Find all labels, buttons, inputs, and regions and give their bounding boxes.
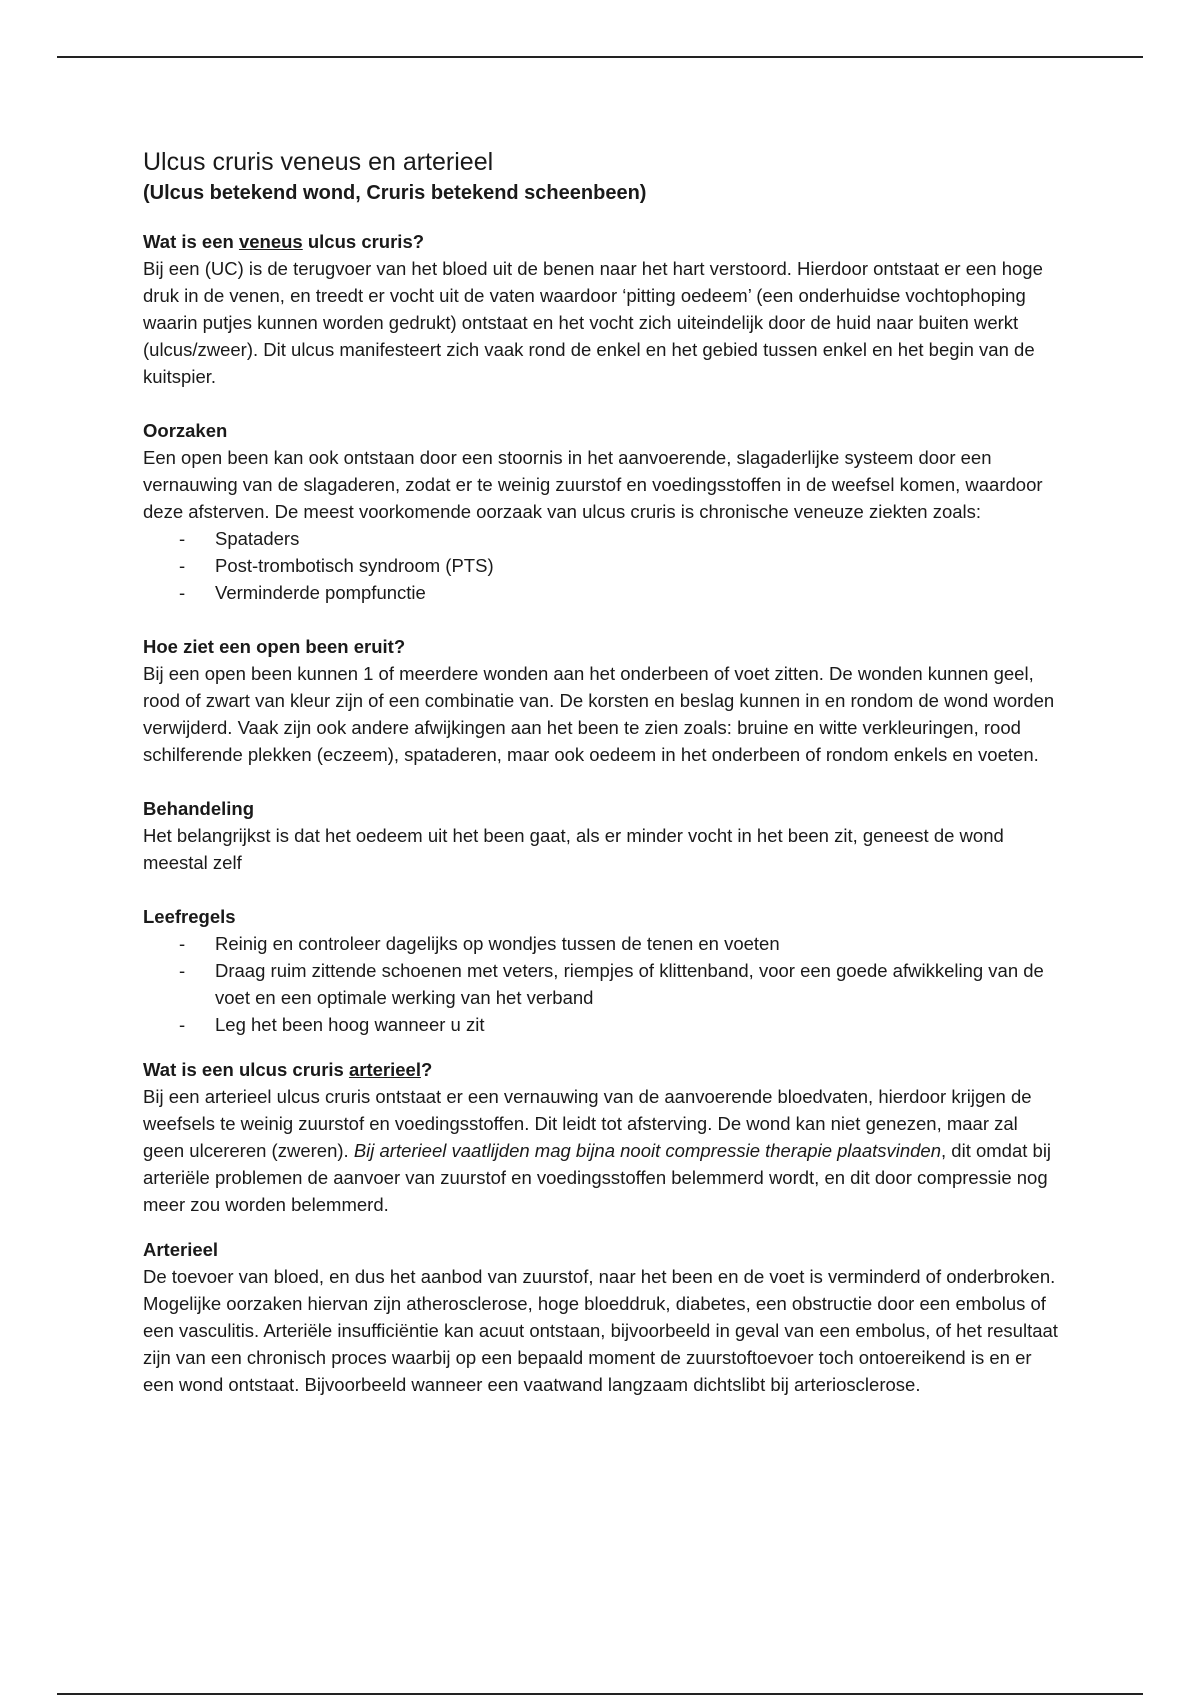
footer-rule <box>57 1693 1143 1695</box>
header-rule <box>57 56 1143 58</box>
list-item: - Reinig en controleer dagelijks op wondjes tussen de tenen en voeten <box>215 930 1063 957</box>
list-item: - Draag ruim zittende schoenen met veters, riempjes of klittenband, voor een goede afwikkeling van de voet en een optimale werking van het verband <box>215 957 1063 1011</box>
section-arterieel-body: De toevoer van bloed, en dus het aanbod van zuurstof, naar het been en de voet is verminderd of onderbroken. Mogelijke oorzaken hiervan zijn atherosclerose, hoge bloeddruk, diabetes, een obstructie door een embolus of een vasculitis. Arteriële insufficiëntie kan acuut ontstaan, bijvoorbeeld in geval van een embolus, of het resultaat zijn van een chronisch proces waarbij op een bepaald moment de zuurstoftoevoer toch ontoereikend is en er een wond ontstaat. Bijvoorbeeld wanneer een vaatwand langzaam dichtslibt bij arteriosclerose. <box>143 1266 1058 1395</box>
underlined-term: arterieel <box>348 1059 421 1080</box>
section-uiterlijk-body: Bij een open been kunnen 1 of meerdere wonden aan het onderbeen of voet zitten. De wonden kunnen geel, rood of zwart van kleur zijn of een combinatie van. De korsten en beslag kunnen in en rondom de wond worden verwijderd. Vaak zijn ook andere afwijkingen aan het been te zien zoals: bruine en witte verkleuringen, rood schilferende plekken (eczeem), spataderen, maar ook oedeem in het onderbeen of rondom enkels en voeten. <box>143 663 1055 765</box>
leefregels-list <box>143 930 1063 1038</box>
section-veneus-heading: Wat is een veneus ulcus cruris? <box>143 231 425 252</box>
section-veneus-body: Bij een (UC) is de terugvoer van het bloed uit de benen naar het hart verstoord. Hierdoor ontstaat er een hoge druk in de venen, en treedt er vocht uit de vaten waardoor ‘pitting oedeem’ (een onderhuidse vochtophoping waarin putjes kunnen worden gedrukt) ontstaat en het vocht zich uiteindelijk door de huid naar buiten werkt (ulcus/zweer). Dit ulcus manifesteert zich vaak rond de enkel en het gebied tussen enkel en het begin van de kuitspier. <box>143 258 1043 387</box>
underlined-term: veneus <box>238 231 303 252</box>
document-title: Ulcus cruris veneus en arterieel <box>143 148 494 176</box>
section-oorzaken-body: Een open been kan ook ontstaan door een stoornis in het aanvoerende, slagaderlijke systeem door een vernauwing van de slagaderen, zodat er te weinig zuurstof en voedingsstoffen in de weefsel komen, waardoor deze afsterven. De meest voorkomende oorzaak van ulcus cruris is chronische veneuze ziekten zoals: <box>143 447 1043 522</box>
section-leefregels-heading: Leefregels <box>143 906 236 927</box>
section-oorzaken-heading: Oorzaken <box>143 420 228 441</box>
section-behandeling-heading: Behandeling <box>143 798 255 819</box>
section-oorzaken <box>143 417 1063 606</box>
list-item: - Leg het been hoog wanneer u zit <box>215 1011 1063 1038</box>
document-subtitle: (Ulcus betekend wond, Cruris betekend scheenbeen) <box>143 182 647 204</box>
section-uiterlijk <box>143 633 1063 768</box>
section-arterieel <box>143 1236 1063 1398</box>
emphasis-text: Bij arterieel vaatlijden mag bijna nooit compressie therapie plaatsvinden <box>353 1140 942 1161</box>
section-uiterlijk-heading: Hoe ziet een open been eruit? <box>143 636 406 657</box>
section-behandeling <box>143 795 1063 876</box>
section-arterieel-vraag <box>143 1056 1063 1218</box>
section-veneus <box>143 228 1063 390</box>
list-item: - Spataders <box>215 525 1063 552</box>
section-arterieel-vraag-body: Bij een arterieel ulcus cruris ontstaat er een vernauwing van de aanvoerende bloedvaten, hierdoor krijgen de weefsels te weinig zuurstof en voedingsstoffen. Dit leidt tot afsterving. De wond kan niet genezen, maar zal geen ulcereren (zweren). Bij arterieel vaatlijden mag bijna nooit compressie therapie plaatsvinden, dit omdat bij arteriële problemen de aanvoer van zuurstof en voedingsstoffen belemmerd wordt, en dit door compressie nog meer zou worden belemmerd. <box>143 1086 1052 1215</box>
list-item: - Post-trombotisch syndroom (PTS) <box>215 552 1063 579</box>
document-body <box>143 146 1063 1425</box>
section-arterieel-vraag-heading: Wat is een ulcus cruris arterieel? <box>143 1059 433 1080</box>
list-item: - Verminderde pompfunctie <box>215 579 1063 606</box>
section-leefregels <box>143 903 1063 1038</box>
section-behandeling-body: Het belangrijkst is dat het oedeem uit het been gaat, als er minder vocht in het been zit, geneest de wond meestal zelf <box>143 825 1004 873</box>
oorzaken-list <box>143 525 1063 606</box>
section-arterieel-heading: Arterieel <box>143 1239 219 1260</box>
